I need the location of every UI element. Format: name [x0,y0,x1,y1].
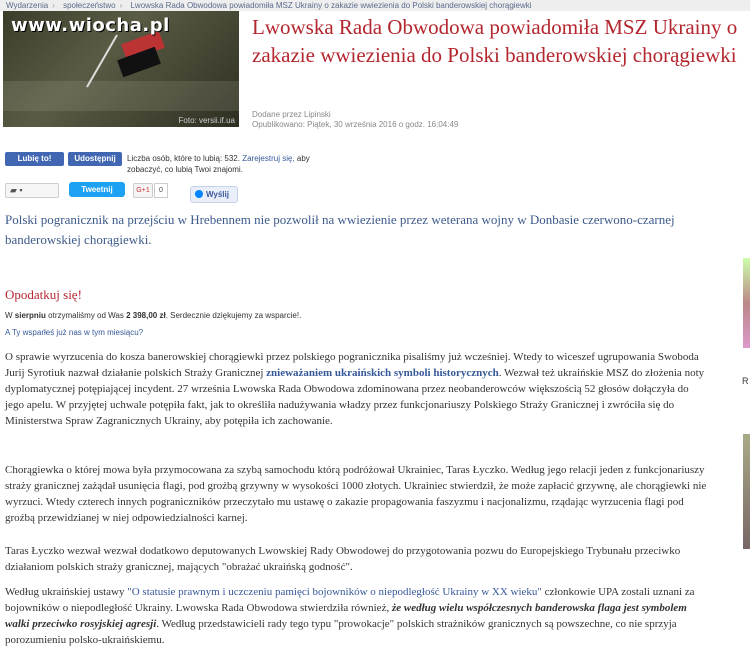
added-by: Dodane przez Lipinski [252,110,331,119]
breadcrumb-item-wydarzenia[interactable]: Wydarzenia [6,1,49,10]
support-mid: otrzymaliśmy od Was [48,311,124,320]
thumbnail-window [3,81,239,111]
article-meta [252,110,458,130]
support-post: . Serdecznie dziękujemy za wsparcie!. [165,311,302,320]
messenger-send-button[interactable] [190,186,238,203]
tweet-button[interactable]: Tweetnij [69,182,125,197]
register-link[interactable]: Zarejestruj się, [242,154,295,163]
p4-law-link[interactable]: "O statusie prawnym i uczczeniu pamięci bojowników o niepodległość Ukrainy w XX wieku" [127,586,542,598]
site-logo-watermark: www.wiocha.pl [11,15,170,36]
p1-text-a: O sprawie wyrzucenia do kosza banerowskiej chorągiewki przez polskiego pogranicznika pisaliśmy już wcześniej. Wtedy to wiceszef ugrupowania Swoboda Jurij Syrotiuk nazwał działanie polskich Straży Granicznej [5,351,699,379]
support-text [5,310,301,321]
paragraph-2: Chorągiewka o której mowa była przymocowana za szybą samochodu którą podróżował Ukrainiec, Taras Łyczko. Według jego relacji jeden z funkcjonariuszy straży granicznej zażądał usunięcia flagi, pod groźbą grzywny w wysokości 1000 złotych. Ukrainiec stwierdził, że może zapłacić grzywnę, ale chorągiewki nie wyrzuci. Wtedy czterech innych pograniczników przeczytało mu ustawę o zakazie propagowania faszyzmu i nacjonalizmu, rządając wyrzucenia flagi pod groźbą przewidzianej w niej odpowiedzialności karnej. [5,464,707,524]
sidebar-letter-clipped: R [742,376,749,386]
p4-text-b: członkowie UPA zostali uznani za bojowników o niepodległość Ukrainy. Lwowska Rada Obwodowa stwierdziła również, [5,586,695,614]
share-icon: ▰ ▪ [10,185,23,195]
gplus-count: 0 [154,183,168,198]
photo-credit: Foto: versii.if.ua [178,116,235,125]
paragraph-4 [5,584,710,648]
sidebar-image-clipped[interactable] [743,258,750,348]
support-pre: W [5,311,13,320]
p4-text-a: Według ukraińskiej ustawy [5,586,125,598]
p4-emphasis: że według wielu współczesnych banderowska flaga jest symbolem walki przeciwko rosyjskiej agresji [5,602,687,630]
paragraph-3: Taras Łyczko wezwał wezwał dodatkowo deputowanych Lwowskiej Rady Obwodowej do przygotowania pozwu do Europejskiego Trybunału przeciwko działaniom polskich straży granicznej, mających "obrażać ukraińską godność". [5,545,681,573]
article-lead: Polski pogranicznik na przejściu w Hrebennem nie pozwolił na wwiezienie przez weterana wojny w Donbasie czerwono-czarnej banderowskiej chorągiewki. [5,212,675,247]
fb-share-button[interactable]: Udostępnij [68,152,122,166]
breadcrumb: Wydarzenia › społeczeństwo › Lwowska Rada Obwodowa powiadomiła MSZ Ukrainy o zakazie wwiezienia do Polski banderowskiej chorągiewki [0,0,750,11]
gplus-button[interactable]: G+1 [133,183,153,198]
likes-tail: aby zobaczyć, co lubią Twoi znajomi. [127,154,310,174]
p1-text-b: . Wezwał też ukraińskie MSZ do złożenia noty dyplomatycznej potępiającej incydent. 27 września Lwowska Rada Obwodowa zdominowana przez neobanderowców większością 52 głosów dołączyła do jego apelu. W przyjętej uchwale potępiła fakt, jak to określiła nadużywania władzy przez funkcjonariuszy Polskiego Straży Granicznej i zwróciła się do Ministerstwa Spraw Zagranicznych Ukrainy, aby potępiła ich zachowanie. [5,367,705,427]
messenger-icon [195,190,203,198]
paragraph-1 [5,349,710,429]
article-title: Lwowska Rada Obwodowa powiadomiła MSZ Ukrainy o zakazie wwiezienia do Polski banderowskiej chorągiewki [252,15,738,67]
support-month: sierpniu [14,311,46,320]
send-label: Wyślij [206,190,229,199]
flag-pole [86,35,118,88]
share-button[interactable] [5,183,59,198]
support-heading: Opodatkuj się! [5,287,82,302]
breadcrumb-item-current[interactable]: Lwowska Rada Obwodowa powiadomiła MSZ Ukrainy o zakazie wwiezienia do Polski banderowskiej chorągiewki [130,1,532,10]
fb-like-button[interactable]: Lubię to! [5,152,64,166]
p4-text-c: . Według przedstawicieli rady tego typu "prowokacje" polskich strażników granicznych są powszechne, co nie sprzyja porozumieniu polsko-ukraińskiemu. [5,618,677,646]
published-date: Opublikowano: Piątek, 30 września 2016 o godz. 16:04:49 [252,120,459,129]
fb-likes-text [127,153,337,175]
breadcrumb-item-spoleczenstwo[interactable]: społeczeństwo [63,1,116,10]
support-amount: 2 398,00 zł [126,311,166,320]
likes-count-text: Liczba osób, które to lubią: 532. [127,154,240,163]
sidebar-image-clipped-2[interactable] [743,434,750,549]
p1-link[interactable]: znieważaniem ukraińskich symboli historycznych [266,367,499,379]
article-thumbnail[interactable] [3,11,239,127]
support-question-link[interactable]: A Ty wsparłeś już nas w tym miesiącu? [5,328,144,337]
